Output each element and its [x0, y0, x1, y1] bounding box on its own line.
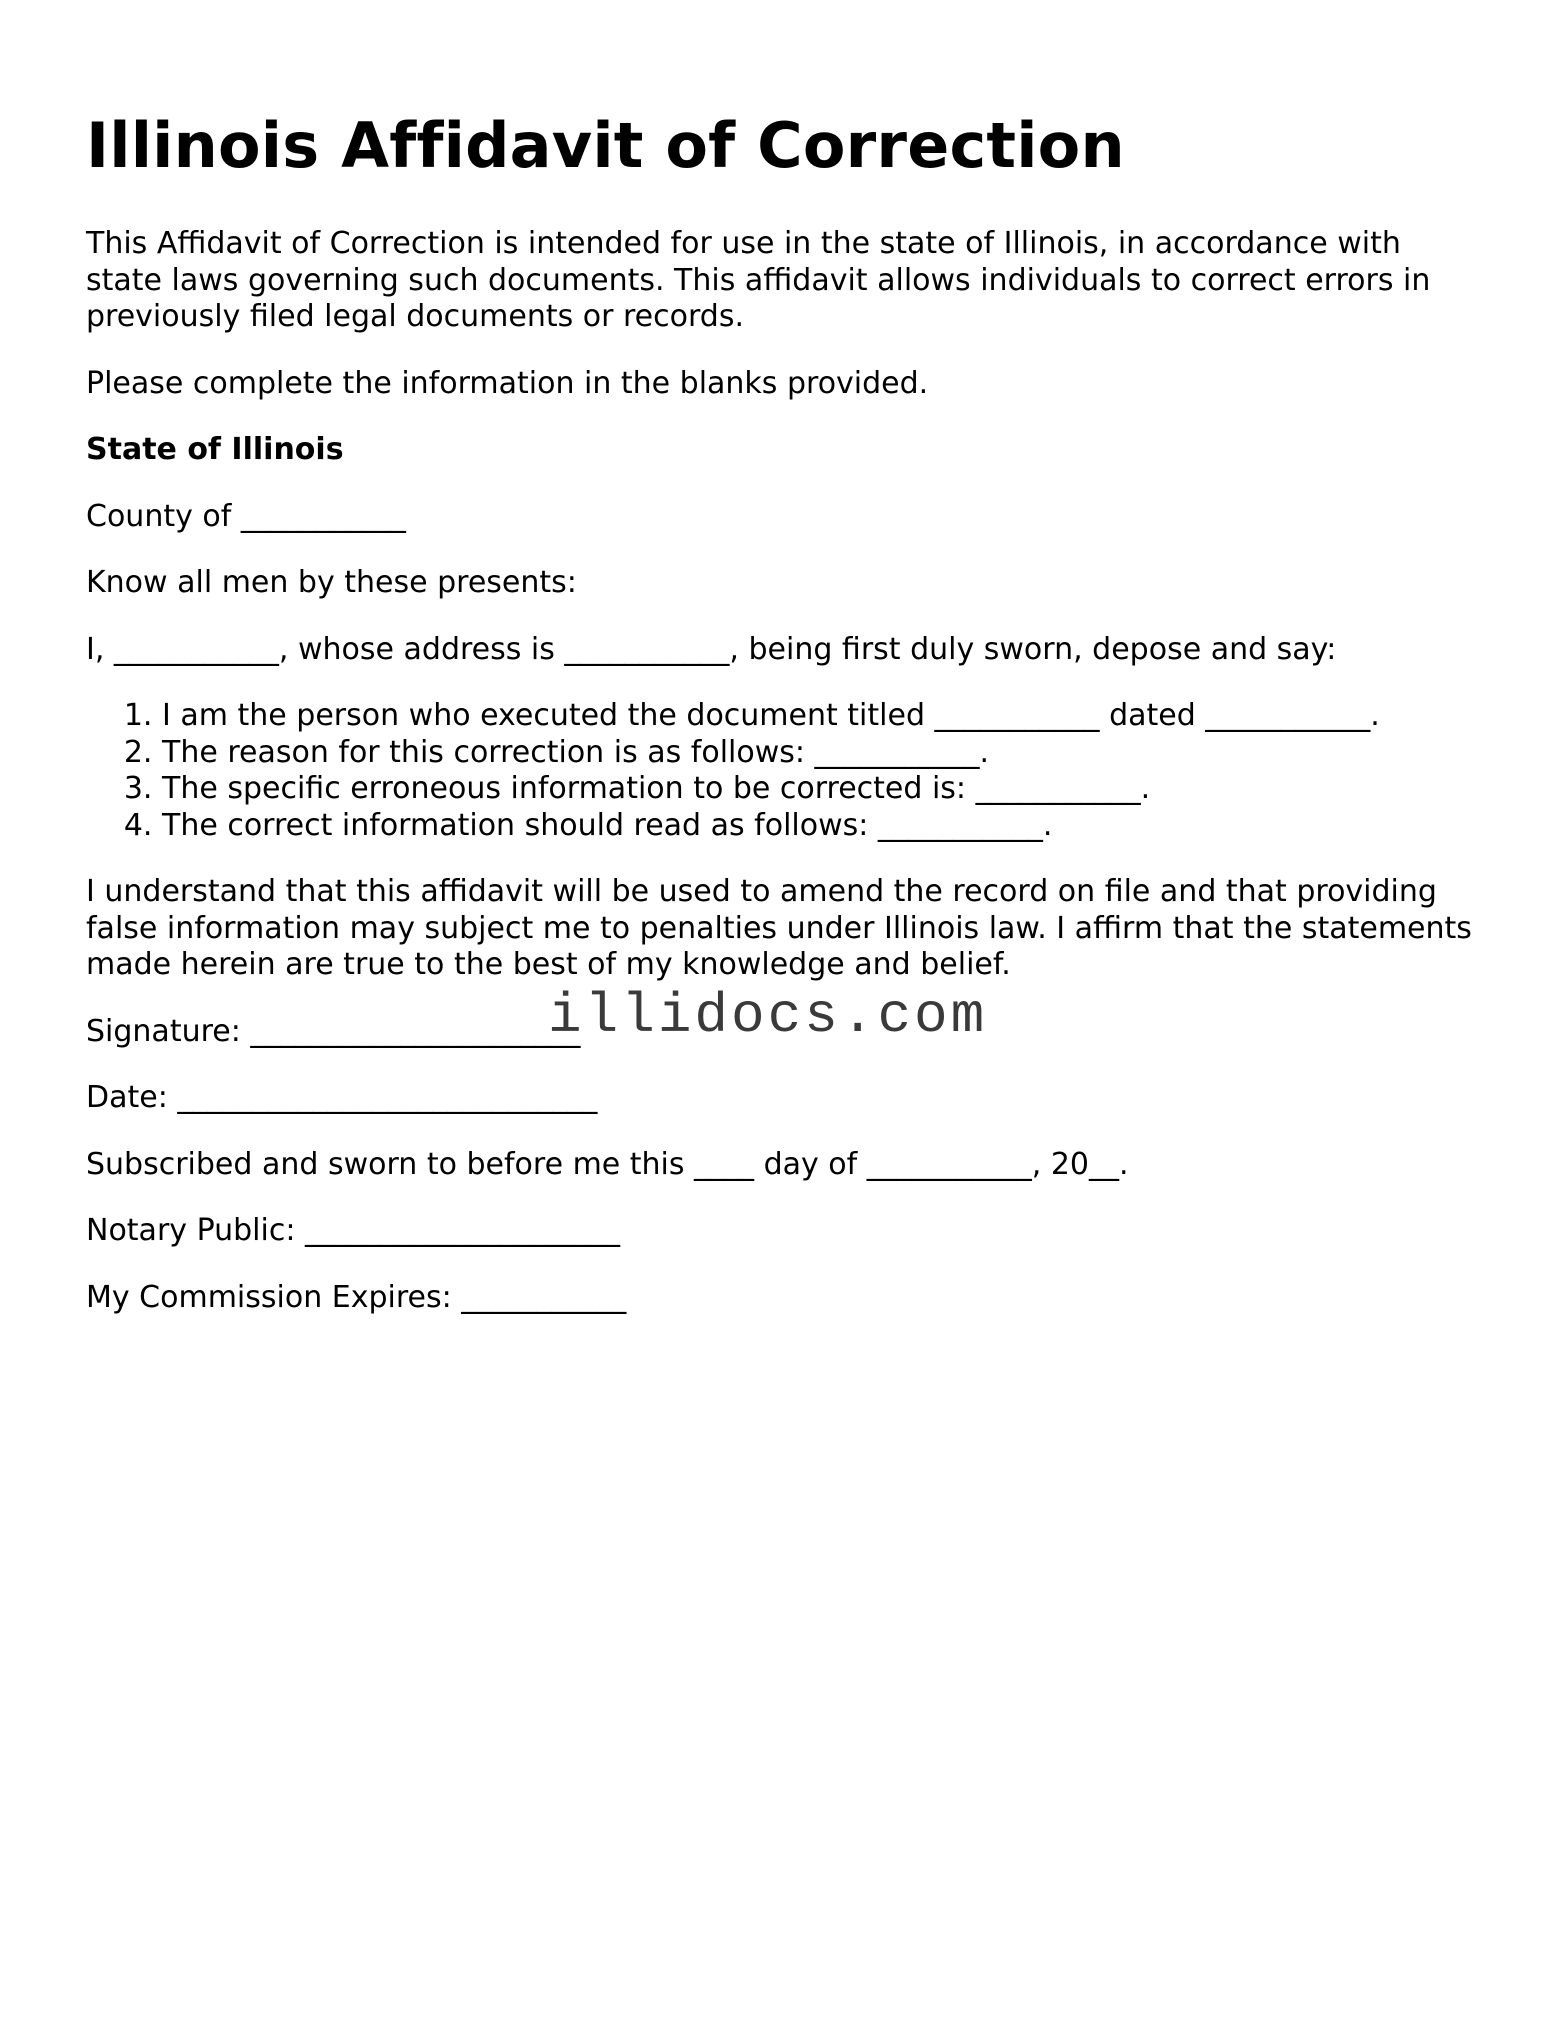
state-heading: State of Illinois — [86, 432, 344, 467]
signature-line: Signature: ______________________ — [86, 1013, 581, 1049]
date-line: Date: ____________________________ — [86, 1080, 598, 1115]
instruction-text: Please complete the information in the blanks provided. — [86, 365, 929, 401]
list-item: 3. The specific erroneous information to be corrected is: ___________. — [162, 771, 1486, 808]
notary-line: Notary Public: _____________________ — [86, 1213, 620, 1248]
list-item: 4. The correct information should read as follows: ___________. — [162, 808, 1486, 845]
sworn-line: Subscribed and sworn to before me this ____ day of ___________, 20__. — [86, 1146, 1129, 1182]
county-line: County of ___________ — [86, 498, 406, 534]
know-all-line: Know all men by these presents: — [86, 565, 577, 600]
list-item: 1. I am the person who executed the document titled ___________ dated ___________. — [162, 698, 1486, 735]
declarant-line: I, ___________, whose address is ___________, being first duly sworn, depose and say: — [86, 631, 1337, 667]
affirmation-paragraph: I understand that this affidavit will be used to amend the record on file and that providing false information may subject me to penalties under Illinois law. I affirm that the statements made herein are true to the best of my knowledge and belief. — [86, 874, 1472, 982]
watermark: illidocs.com — [548, 984, 988, 1048]
document-title: Illinois Affidavit of Correction — [86, 109, 1125, 182]
intro-paragraph: This Affidavit of Correction is intended for use in the state of Illinois, in accordance with state laws governing such documents. This affidavit allows individuals to correct errors in previously filed legal documents or records. — [86, 226, 1431, 334]
commission-line: My Commission Expires: ___________ — [86, 1279, 627, 1315]
affidavit-document — [86, 108, 1486, 1346]
list-item: 2. The reason for this correction is as follows: ___________. — [162, 735, 1486, 772]
statement-list — [86, 698, 1486, 844]
